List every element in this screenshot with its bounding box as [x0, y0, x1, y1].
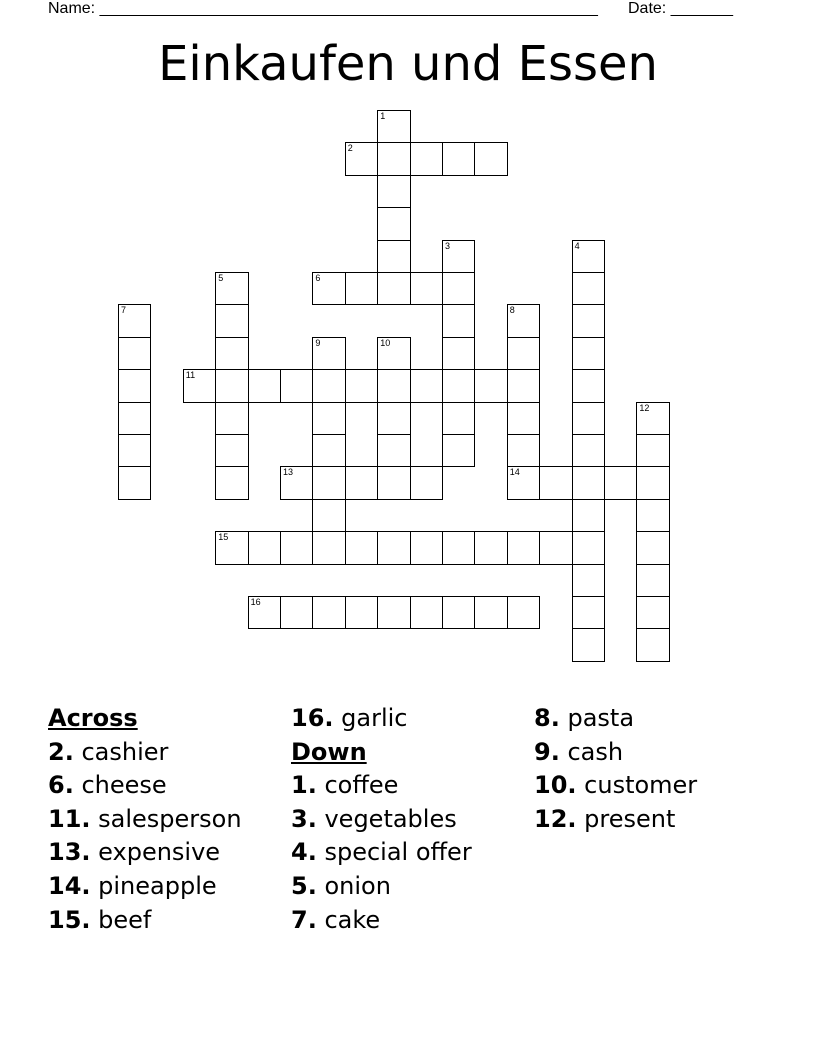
clue-number: 16 [250, 597, 261, 607]
clue-down-12: 12. present [534, 804, 676, 833]
clue-number: 7 [121, 305, 127, 316]
grid-cell[interactable] [507, 402, 540, 435]
clue-number: 6 [315, 273, 321, 283]
grid-cell[interactable] [377, 175, 410, 208]
grid-cell[interactable] [215, 369, 248, 402]
grid-cell[interactable] [312, 531, 345, 564]
grid-cell[interactable] [572, 499, 605, 532]
grid-cell[interactable] [507, 531, 540, 564]
grid-cell[interactable] [442, 240, 475, 273]
grid-cell[interactable] [345, 531, 378, 564]
grid-cell[interactable] [410, 531, 443, 564]
clue-down-8: 8. pasta [534, 704, 635, 732]
grid-cell[interactable] [377, 434, 410, 467]
clue-across-2: 2. cashier [48, 737, 169, 766]
grid-cell[interactable] [377, 531, 410, 564]
clue-column-3 [534, 702, 697, 836]
grid-cell[interactable] [507, 596, 540, 629]
grid-cell[interactable] [442, 531, 475, 564]
grid-cell[interactable] [215, 402, 248, 435]
page-title: Einkaufen und Essen [158, 36, 658, 92]
grid-cell[interactable] [280, 466, 313, 499]
grid-cell[interactable] [280, 531, 313, 564]
grid-cell[interactable] [507, 466, 540, 499]
grid-cell[interactable] [572, 628, 605, 661]
grid-cell[interactable] [410, 272, 443, 305]
grid-cell[interactable] [442, 402, 475, 435]
clue-across-16: 16. garlic [291, 704, 408, 732]
clue-down-1: 1. coffee [291, 771, 399, 800]
grid-cell[interactable] [636, 402, 669, 435]
name-field[interactable]: Name: ________________________________________________________ [48, 0, 598, 17]
grid-cell[interactable] [572, 369, 605, 402]
grid-cell[interactable] [215, 531, 248, 564]
clue-across-15: 15. beef [48, 905, 152, 934]
grid-cell[interactable] [604, 466, 637, 499]
grid-cell[interactable] [345, 272, 378, 305]
grid-cell[interactable] [636, 466, 669, 499]
clue-number: 8 [509, 305, 515, 316]
grid-cell[interactable] [636, 628, 669, 661]
grid-cell[interactable] [215, 272, 248, 305]
grid-cell[interactable] [442, 369, 475, 402]
clue-number: 12 [639, 402, 650, 413]
grid-cell[interactable] [215, 434, 248, 467]
grid-cell[interactable] [280, 596, 313, 629]
grid-cell[interactable] [377, 110, 410, 143]
clue-number: 10 [380, 337, 391, 348]
grid-cell[interactable] [410, 142, 443, 175]
clue-down-3: 3. vegetables [291, 804, 457, 833]
grid-cell[interactable] [118, 369, 151, 402]
clue-across-6: 6. cheese [48, 771, 167, 800]
grid-cell[interactable] [312, 466, 345, 499]
grid-cell[interactable] [312, 434, 345, 467]
grid-cell[interactable] [118, 466, 151, 499]
grid-cell[interactable] [572, 304, 605, 337]
grid-cell[interactable] [377, 207, 410, 240]
clue-down-9: 9. cash [534, 737, 624, 766]
grid-cell[interactable] [377, 466, 410, 499]
grid-cell[interactable] [312, 272, 345, 305]
clue-across-13: 13. expensive [48, 838, 221, 867]
grid-cell[interactable] [377, 369, 410, 402]
grid-cell[interactable] [507, 369, 540, 402]
grid-cell[interactable] [636, 434, 669, 467]
grid-cell[interactable] [474, 531, 507, 564]
clue-number: 1 [380, 111, 386, 121]
clue-across-14: 14. pineapple [48, 871, 217, 900]
grid-cell[interactable] [248, 369, 281, 402]
grid-cell[interactable] [312, 337, 345, 370]
clue-down-7: 7. cake [291, 905, 381, 934]
grid-cell[interactable] [507, 434, 540, 467]
grid-cell[interactable] [636, 499, 669, 532]
grid-cell[interactable] [442, 434, 475, 467]
clue-number: 11 [185, 370, 196, 381]
grid-cell[interactable] [312, 369, 345, 402]
grid-cell[interactable] [118, 434, 151, 467]
grid-cell[interactable] [572, 531, 605, 564]
clue-across-11: 11. salesperson [48, 804, 242, 833]
grid-cell[interactable] [118, 402, 151, 435]
grid-cell[interactable] [636, 564, 669, 597]
grid-cell[interactable] [345, 596, 378, 629]
grid-cell[interactable] [280, 369, 313, 402]
grid-cell[interactable] [474, 369, 507, 402]
grid-cell[interactable] [345, 369, 378, 402]
clue-number: 3 [445, 240, 451, 251]
grid-cell[interactable] [572, 596, 605, 629]
clue-down-5: 5. onion [291, 871, 391, 900]
clue-number: 14 [509, 467, 520, 478]
grid-cell[interactable] [410, 369, 443, 402]
grid-cell[interactable] [248, 596, 281, 629]
grid-cell[interactable] [539, 531, 572, 564]
grid-cell[interactable] [572, 272, 605, 305]
grid-cell[interactable] [345, 466, 378, 499]
grid-cell[interactable] [215, 304, 248, 337]
grid-cell[interactable] [572, 337, 605, 370]
grid-cell[interactable] [377, 596, 410, 629]
clue-number: 4 [574, 240, 580, 251]
grid-cell[interactable] [572, 466, 605, 499]
grid-cell[interactable] [442, 304, 475, 337]
clue-number: 9 [315, 337, 321, 348]
grid-cell[interactable] [442, 596, 475, 629]
grid-cell[interactable] [312, 402, 345, 435]
grid-cell[interactable] [572, 240, 605, 273]
grid-cell[interactable] [572, 434, 605, 467]
grid-cell[interactable] [410, 466, 443, 499]
grid-cell[interactable] [539, 466, 572, 499]
grid-cell[interactable] [312, 596, 345, 629]
grid-cell[interactable] [377, 337, 410, 370]
clue-number: 15 [218, 532, 229, 543]
clue-number: 2 [347, 143, 353, 154]
grid-cell[interactable] [507, 337, 540, 370]
grid-cell[interactable] [377, 272, 410, 305]
grid-cell[interactable] [442, 337, 475, 370]
clue-down-4: 4. special offer [291, 838, 472, 867]
grid-cell[interactable] [377, 142, 410, 175]
grid-cell[interactable] [572, 564, 605, 597]
grid-cell[interactable] [636, 531, 669, 564]
grid-cell[interactable] [345, 142, 378, 175]
grid-cell[interactable] [118, 337, 151, 370]
clue-number: 13 [283, 467, 294, 478]
grid-cell[interactable] [410, 596, 443, 629]
grid-cell[interactable] [183, 369, 216, 402]
clue-column-1 [48, 702, 242, 937]
clue-column-2 [291, 702, 472, 937]
grid-cell[interactable] [474, 596, 507, 629]
clue-number: 5 [218, 273, 224, 283]
grid-cell[interactable] [118, 304, 151, 337]
grid-cell[interactable] [312, 499, 345, 532]
clue-down-10: 10. customer [534, 771, 698, 800]
grid-cell[interactable] [248, 531, 281, 564]
grid-cell[interactable] [215, 337, 248, 370]
grid-cell[interactable] [474, 142, 507, 175]
grid-cell[interactable] [215, 466, 248, 499]
grid-cell[interactable] [377, 402, 410, 435]
grid-cell[interactable] [636, 596, 669, 629]
grid-cell[interactable] [442, 272, 475, 305]
down-heading: Down [291, 737, 367, 766]
grid-cell[interactable] [507, 304, 540, 337]
grid-cell[interactable] [377, 240, 410, 273]
across-heading: Across [48, 704, 138, 732]
date-field[interactable]: Date: _______ [628, 0, 733, 17]
grid-cell[interactable] [442, 142, 475, 175]
grid-cell[interactable] [572, 402, 605, 435]
